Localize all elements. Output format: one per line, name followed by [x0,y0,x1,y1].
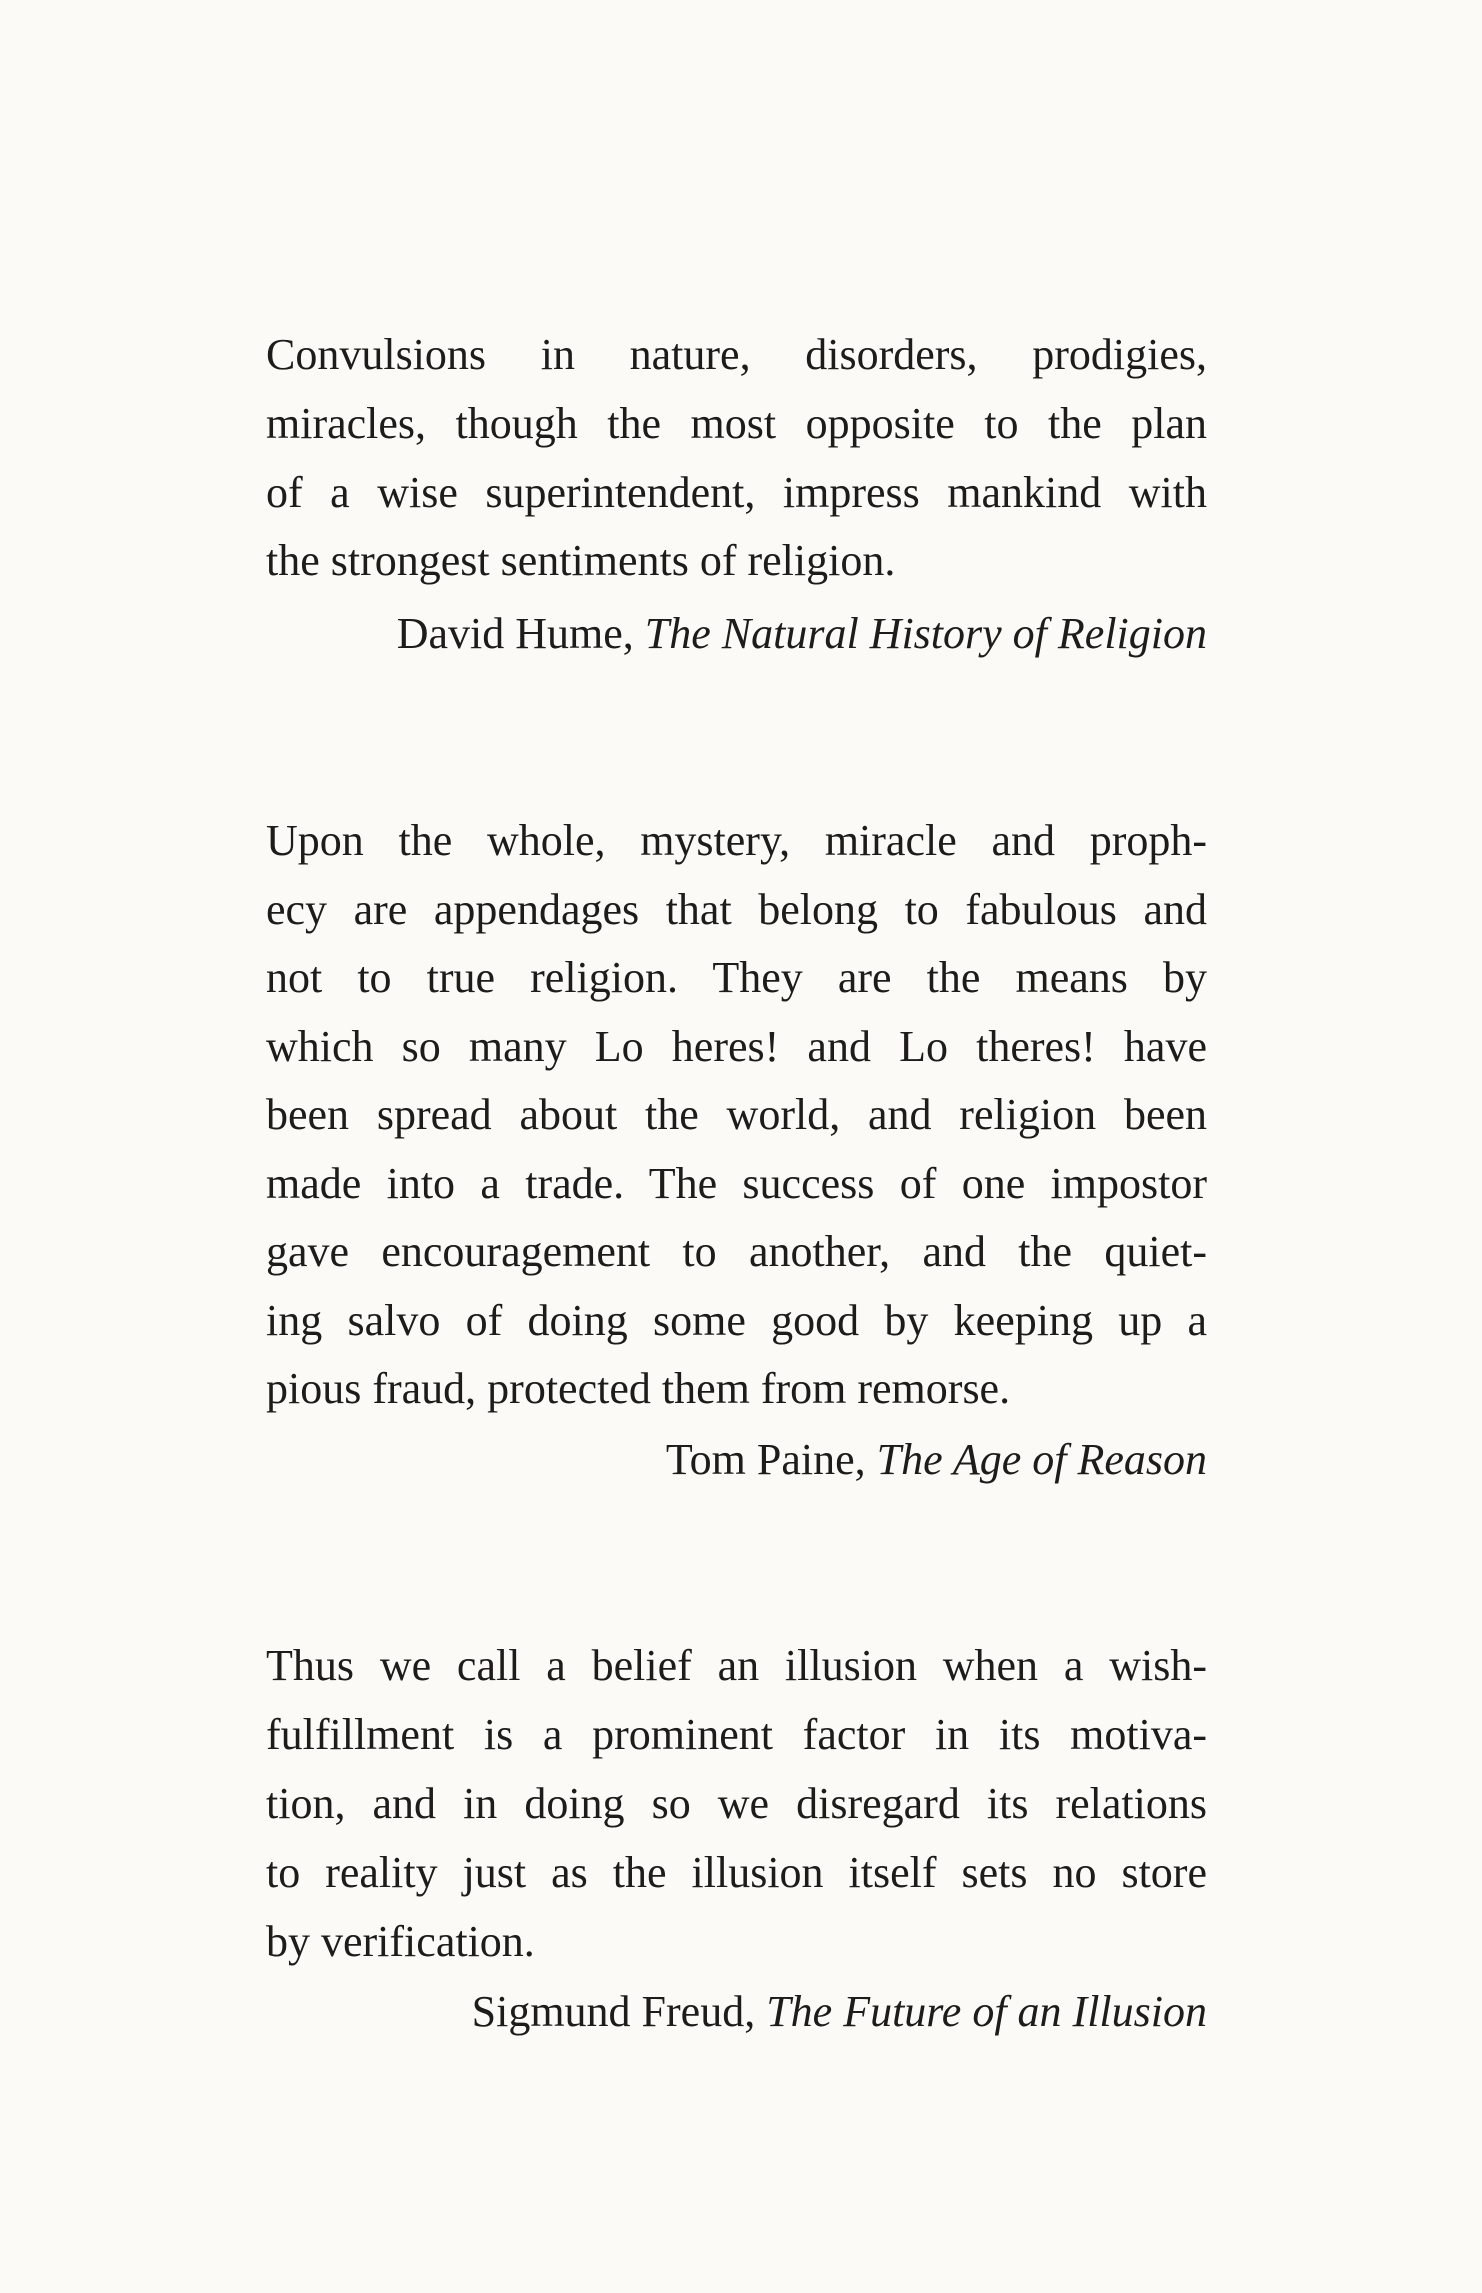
author: Tom Paine, [665,1435,877,1484]
author: Sigmund Freud, [471,1987,767,2036]
quote-line: of a wise superintendent, impress mankind with [266,468,1207,517]
quote-attribution [266,1987,1207,2037]
quote-line: Convulsions in nature, disorders, prodigies, [266,330,1207,379]
quote-line: ing salvo of doing some good by keeping up a [266,1296,1207,1345]
quote-attribution [266,609,1207,659]
quote-line: made into a trade. The success of one impostor [266,1159,1207,1208]
quote-line: miracles, though the most opposite to the plan [266,399,1207,448]
quote-line: pious fraud, protected them from remorse. [266,1364,1011,1413]
quote-line: the strongest sentiments of religion. [266,536,896,585]
quote-line: gave encouragement to another, and the quiet- [266,1227,1207,1276]
work-title: The Age of Reason [876,1435,1207,1484]
work-title: The Future of an Illusion [766,1987,1207,2036]
quote-line: fulfillment is a prominent factor in its motiva- [266,1710,1207,1759]
author: David Hume, [396,609,645,658]
quote-line: been spread about the world, and religion been [266,1090,1207,1139]
quote-line: to reality just as the illusion itself sets no store [266,1848,1207,1897]
quote-line: ecy are appendages that belong to fabulous and [266,885,1207,934]
quote-line: not to true religion. They are the means by [266,953,1207,1002]
quote-line: by verification. [266,1917,535,1966]
work-title: The Natural History of Religion [644,609,1207,658]
quote-line: tion, and in doing so we disregard its relations [266,1779,1207,1828]
quote-attribution [266,1435,1207,1485]
quote-line: Upon the whole, mystery, miracle and proph- [266,816,1207,865]
quote-line: Thus we call a belief an illusion when a wish- [266,1641,1207,1690]
quote-line: which so many Lo heres! and Lo theres! have [266,1022,1207,1071]
